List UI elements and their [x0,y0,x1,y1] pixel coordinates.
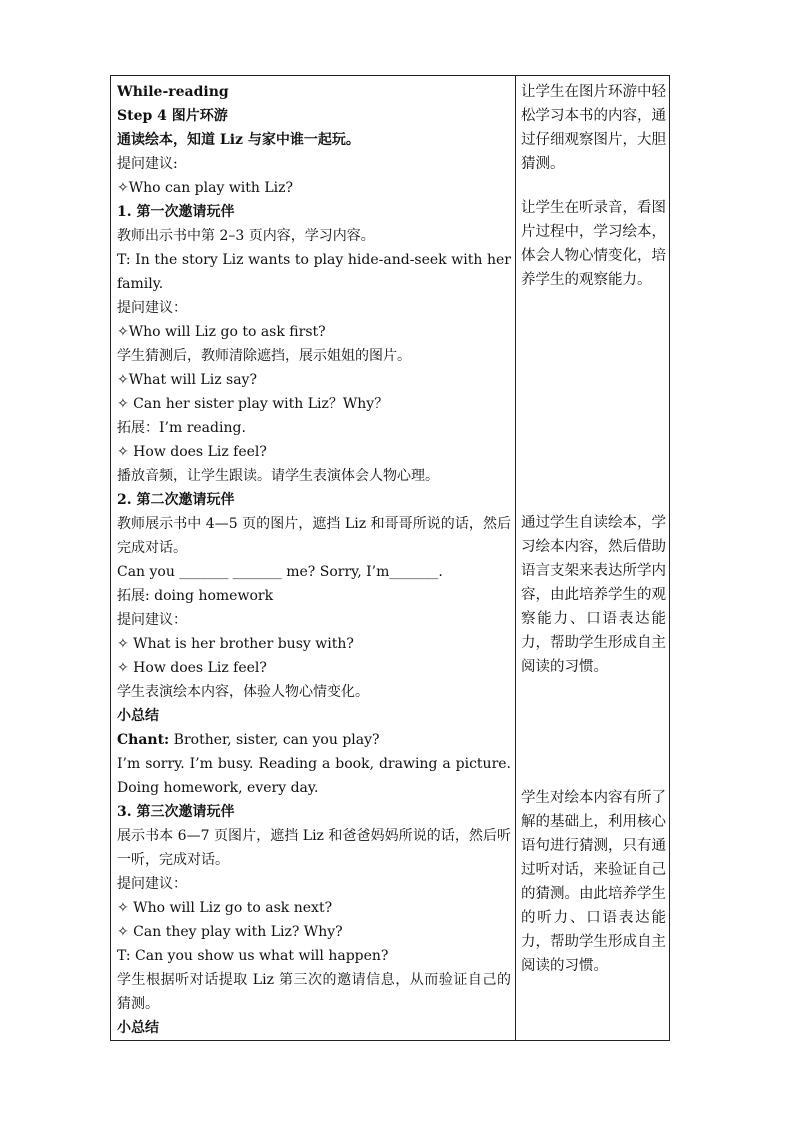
instruction-text: 播放音频，让学生跟读。请学生表演体会人物心理。 [117,468,439,484]
question-item: ✧What will Liz say? [117,372,257,388]
extension-text: 拓展：I’m reading. [117,420,246,436]
extension-text: 拓展: doing homework [117,588,274,604]
sub-step-heading: 1. 第一次邀请玩伴 [117,204,235,220]
question-item: ✧Who will Liz go to ask first? [117,324,326,340]
instruction-text: 学生表演绘本内容，体验人物心情变化。 [117,684,369,700]
question-item: ✧ Can they play with Liz? Why? [117,924,343,940]
question-item: ✧ How does Liz feel? [117,444,267,460]
teacher-line: T: In the story Liz wants to play hide-and-seek with her family. [117,252,511,292]
question-item: ✧ What is her brother busy with? [117,636,354,652]
instruction-text: 展示书本 6—7 页图片，遮挡 Liz 和爸爸妈妈所说的话，然后听一听，完成对话。 [117,828,511,868]
step-heading: Step 4 图片环游 [117,108,228,124]
design-intent-1: 让学生在图片环游中轻松学习本书的内容，通过仔细观察图片，大胆猜测。 [521,84,666,172]
question-item: ✧ Who will Liz go to ask next? [117,900,333,916]
instruction-text: 教师出示书中第 2–3 页内容，学习内容。 [117,228,375,244]
instruction-text: 学生猜测后，教师清除遮挡，展示姐姐的图片。 [117,348,411,364]
question-item: ✧ Can her sister play with Liz？Why？ [117,396,389,412]
design-intent-2: 让学生在听录音，看图片过程中，学习绘本，体会人物心情变化，培养学生的观察能力。 [521,200,666,288]
instruction-text: 教师展示书中 4—5 页的图片，遮挡 Liz 和哥哥所说的话，然后完成对话。 [117,516,511,556]
teacher-line: T: Can you show us what will happen? [117,948,389,964]
chant-label: Chant: [117,732,170,748]
summary-heading: 小总结 [117,1020,159,1036]
question-item: ✧ How does Liz feel? [117,660,267,676]
question-suggestion-label: 提问建议： [117,300,187,316]
step-goal: 通读绘本，知道 Liz 与家中谁一起玩。 [117,132,360,148]
summary-heading: 小总结 [117,708,159,724]
question-suggestion-label: 提问建议： [117,612,187,628]
fill-in-dialogue: Can you _______ _______ me? Sorry, I’m_______. [117,564,443,580]
design-intent-3: 通过学生自读绘本，学习绘本内容，然后借助语言支架来表达所学内容，由此培养学生的观察能力、口语表达能力，帮助学生形成自主阅读的习惯。 [521,515,666,675]
chant-text: Brother, sister, can you play? [169,732,380,748]
sub-step-heading: 3. 第三次邀请玩伴 [117,804,235,820]
question-item: ✧Who can play with Liz? [117,180,294,196]
question-suggestion-label: 提问建议: [117,156,178,172]
lesson-plan-table [110,75,670,1041]
column-divider [515,76,516,1040]
section-heading: While-reading [117,84,229,100]
question-suggestion-label: 提问建议： [117,876,187,892]
instruction-text: 学生根据听对话提取 Liz 第三次的邀请信息，从而验证自己的猜测。 [117,972,511,1012]
chant-text-continued: I’m sorry. I’m busy. Reading a book, drawing a picture. Doing homework, every day. [117,756,511,796]
teaching-steps-column [117,80,511,1040]
design-intent-4: 学生对绘本内容有所了解的基础上，利用核心语句进行猜测，只有通过听对话，来验证自己的猜测。由此培养学生的听力、口语表达能力，帮助学生形成自主阅读的习惯。 [521,790,666,974]
sub-step-heading: 2. 第二次邀请玩伴 [117,492,235,508]
chant-line [117,728,511,752]
